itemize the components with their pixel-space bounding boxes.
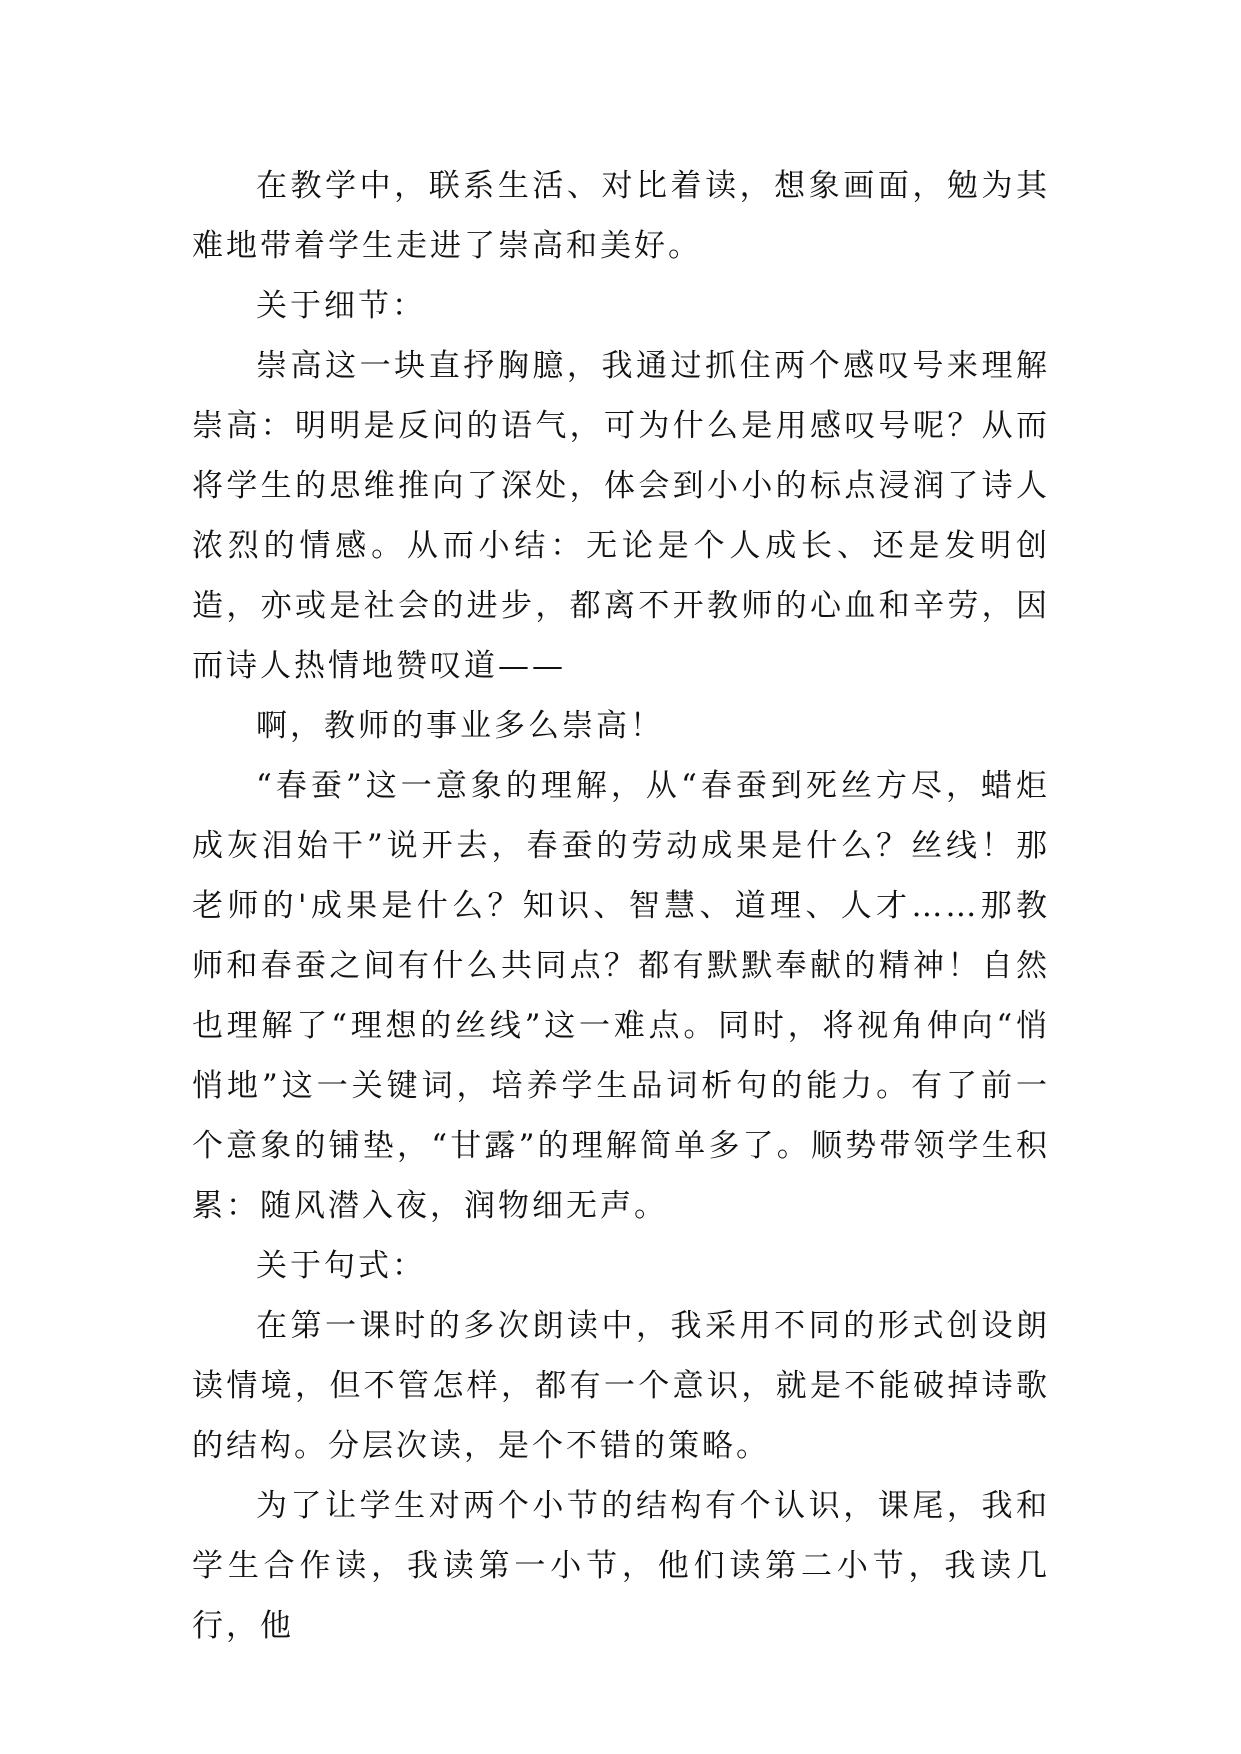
paragraph-structure-reading: 为了让学生对两个小节的结构有个认识，课尾，我和学生合作读，我读第一小节，他们读第二小节，我读几行，他 [192,1488,1050,1644]
paragraph-teaching-summary: 在教学中，联系生活、对比着读，想象画面，勉为其难地带着学生走进了崇高和美好。 [192,168,1050,264]
document-body [192,156,1050,1656]
paragraph-sublime: 崇高这一块直抒胸臆，我通过抓住两个感叹号来理解崇高：明明是反问的语气，可为什么是用感叹号呢？从而将学生的思维推向了深处，体会到小小的标点浸润了诗人浓烈的情感。从而小结：无论是个人成长、还是发明创造，亦或是社会的进步，都离不开教师的心血和辛劳，因而诗人热情地赞叹道—— [192,348,1050,684]
paragraph-silkworm-imagery: “春蚕”这一意象的理解，从“春蚕到死丝方尽，蜡炬成灰泪始干”说开去，春蚕的劳动成果是什么？丝线！那老师的'成果是什么？知识、智慧、道理、人才……那教师和春蚕之间有什么共同点？都有默默奉献的精神！自然也理解了“理想的丝线”这一难点。同时，将视角伸向“悄悄地”这一关键词，培养学生品词析句的能力。有了前一个意象的铺垫，“甘露”的理解简单多了。顺势带领学生积累：随风潜入夜，润物细无声。 [192,768,1050,1224]
paragraph-reading-practice: 在第一课时的多次朗读中，我采用不同的形式创设朗读情境，但不管怎样，都有一个意识，就是不能破掉诗歌的结构。分层次读，是个不错的策略。 [192,1308,1050,1464]
heading-about-details: 关于细节： [256,288,426,324]
paragraph-exclamation: 啊，教师的事业多么崇高！ [256,708,664,744]
heading-about-sentence-pattern: 关于句式： [256,1248,426,1284]
